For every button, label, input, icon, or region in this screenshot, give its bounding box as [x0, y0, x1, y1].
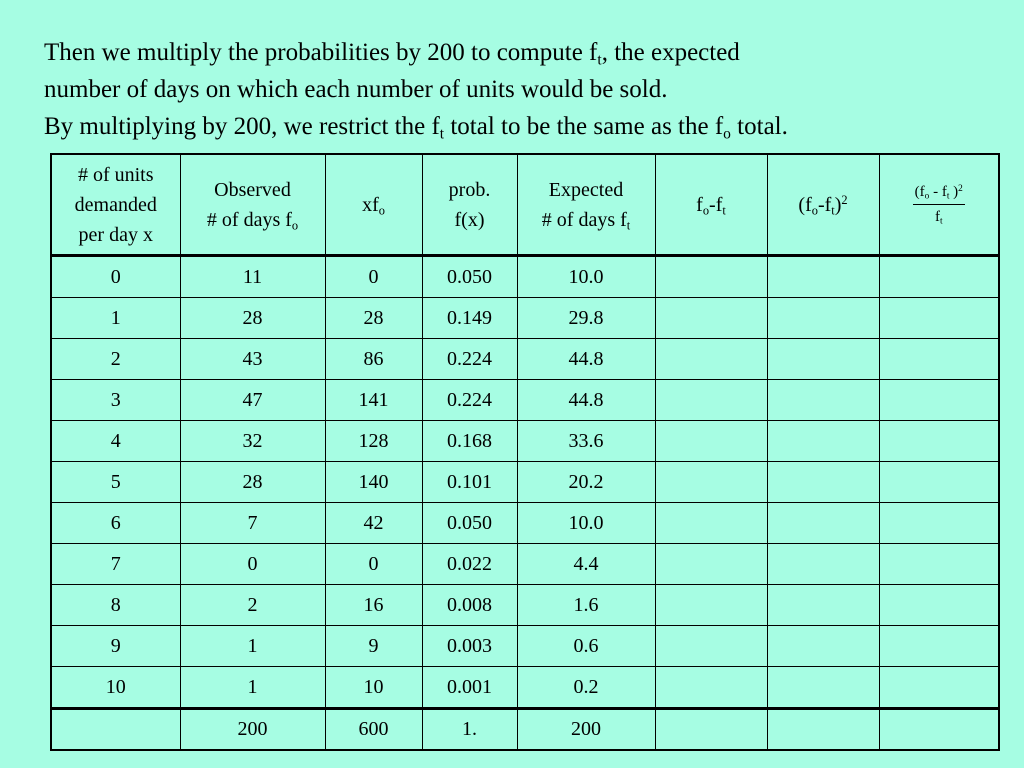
table-row: 4 32 128 0.168 33.6 [51, 421, 999, 462]
table-row: 10 1 10 0.001 0.2 [51, 667, 999, 709]
frequency-table [50, 153, 1000, 751]
header-squared-difference: $(f_o-f_t)^2$ [767, 154, 879, 256]
table-row: 0 11 0 0.050 10.0 [51, 256, 999, 298]
header-expected-days: Expected # of days $f_t$ [517, 154, 655, 256]
totals-row: 200 600 1. 200 [51, 709, 999, 751]
intro-text [44, 34, 1014, 145]
header-units-demanded: # of units demanded per day x [51, 154, 180, 256]
intro-line-1: Then we multiply the probabilities by 200 to compute $f_t$, the expected [44, 39, 740, 69]
header-difference: $f_o-f_t$ [655, 154, 767, 256]
table-row: 1 28 28 0.149 29.8 [51, 298, 999, 339]
intro-line-3: By multiplying by 200, we restrict the $f_t$ total to be the same as the $f_o$ total. [44, 113, 788, 143]
table-row: 7 0 0 0.022 4.4 [51, 544, 999, 585]
header-row [51, 154, 999, 256]
table-row: 5 28 140 0.101 20.2 [51, 462, 999, 503]
table-row: 8 2 16 0.008 1.6 [51, 585, 999, 626]
intro-line-2: number of days on which each number of units would be sold. [44, 76, 668, 103]
table-row: 3 47 141 0.224 44.8 [51, 380, 999, 421]
table-row: 6 7 42 0.050 10.0 [51, 503, 999, 544]
header-observed-days: Observed # of days $f_o$ [180, 154, 325, 256]
chi-square-fraction: $\frac{(f_o - f_t )^2}{f_t}$ [914, 183, 963, 227]
header-probability: prob. f(x) [422, 154, 517, 256]
header-chi-square-term [879, 154, 999, 256]
header-xfo: $xf_o$ [325, 154, 422, 256]
table-row: 2 43 86 0.224 44.8 [51, 339, 999, 380]
table-row: 9 1 9 0.003 0.6 [51, 626, 999, 667]
